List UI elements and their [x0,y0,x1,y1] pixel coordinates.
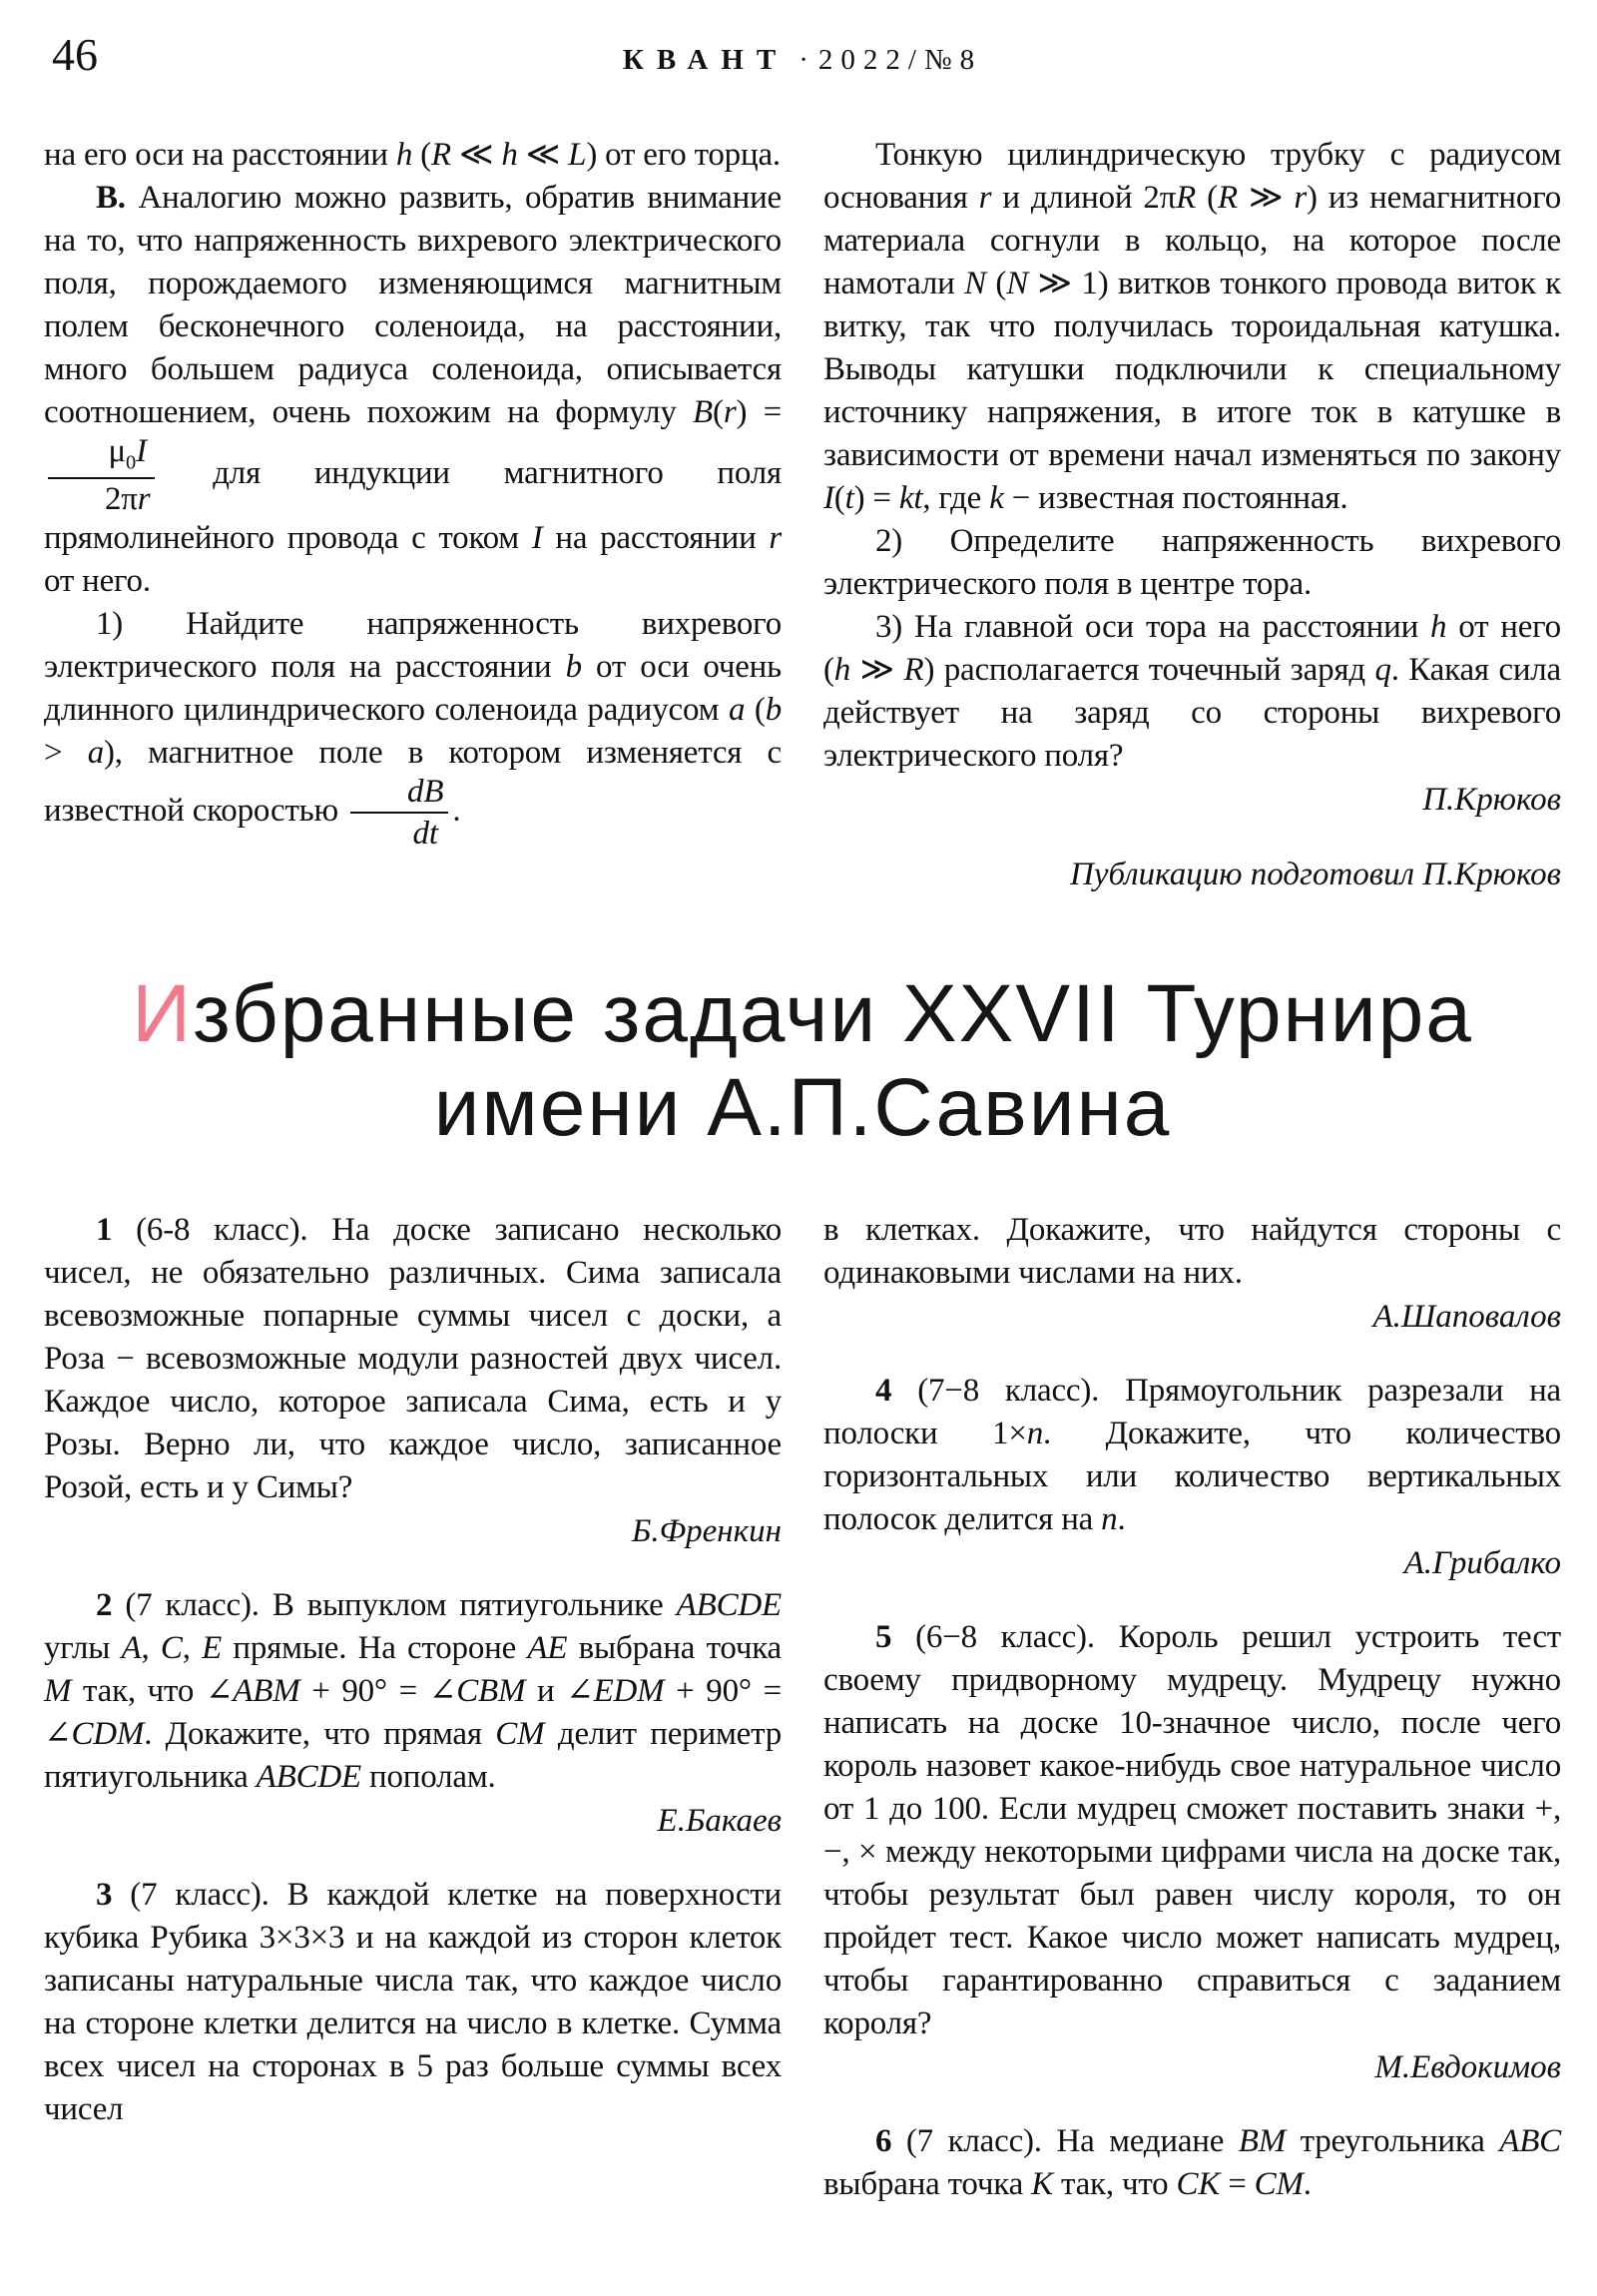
spacer [44,1554,782,1584]
spacer [823,1340,1561,1370]
inline-fraction: $\frac{\mu_0I}{2\pi r}$ [48,434,155,517]
author-signature: Е.Бакаев [657,1803,782,1839]
author-signature: А.Шаповалов [1372,1299,1561,1335]
title-line1-rest: збранные задачи XXVII Турнира [193,968,1473,1059]
spacer [44,1844,782,1874]
title-accent-letter: И [132,968,194,1059]
inline-fraction: $\frac{dB}{dt}$ [350,775,448,852]
paragraph: 2) Определите напряженность вихревого электрического поля в центре тора. [823,523,1561,602]
paragraph: 3) На главной оси тора на расстоянии h от него (h ≫ R) располагается точечный заряд q. Какая сила действует на заряд со стороны вихревого электрического поля? [823,609,1562,774]
spacer [823,1586,1561,1616]
author-signature: А.Грибалко [1403,1545,1561,1581]
physics-right-column [823,134,1561,897]
paragraph: 3 (7 класс). В каждой клетке на поверхности кубика Рубика 3×3×3 и на каждой из сторон клеток записаны натуральные числа так, что каждое число на стороне клетки делится на число в клетке. Сумма всех чисел на сторонах в 5 раз больше суммы всех чисел [44,1877,782,2127]
journal-issue: 2022/№8 [817,44,983,76]
paragraph: 1) Найдите напряженность вихревого электрического поля на расстоянии b от оси очень длинного цилиндрического соленоида радиусом a (b > a), магнитное поле в котором изменяется с известной скоростью $\frac{dB}{dt}$ . [44,605,783,853]
paragraph: 6 (7 класс). На медиане BM треугольника ABC выбрана точка K так, что CK = CM. [823,2123,1561,2202]
paragraph: в клетках. Докажите, что найдутся стороны с одинаковыми числами на них. [823,1212,1561,1291]
paragraph: 5 (6−8 класс). Король решил устроить тест своему придворному мудрецу. Мудрецу нужно написать на доске 10-значное число, после чего король назовет какое-нибудь свое натуральное число от 1 до 100. Если мудрец сможет поставить знаки +, −, × между некоторыми цифрами числа на доске так, чтобы результат был равен числу короля, то он пройдет тест. Какое число может написать мудрец, чтобы гарантированно справиться с заданием короля? [823,1619,1561,2041]
author-signature: П.Крюков [1422,782,1561,818]
masthead-separator: · [798,44,808,76]
author-signature: Б.Френкин [631,1513,782,1549]
physics-left-column [44,134,782,897]
spacer [823,823,1561,853]
article-title-line1 [44,967,1561,1061]
paragraph: Тонкую цилиндрическую трубку с радиусом основания r и длиной 2πR (R ≫ r) из немагнитного материала согнули в кольцо, на которое после намотали N (N ≫ 1) витков тонкого провода виток к витку, так что получилась тороидальная катушка. Выводы катушки подключили к специальному источнику напряжения, в итоге ток в катушке в зависимости от времени начал изменяться по закону I(t) = kt, где k − известная постоянная. [823,137,1562,516]
journal-masthead [44,28,1561,75]
article-title-line2: имени А.П.Савина [433,1062,1172,1153]
spacer [823,2090,1561,2120]
problems-right-column [823,1209,1561,2206]
page-header [44,28,1561,114]
paragraph: В. Аналогию можно развить, обратив внимание на то, что напряженность вихревого электрического поля, порождаемого изменяющимся магнитным полем бесконечного соленоида, на расстоянии, много большем радиуса соленоида, описывается соотношением, очень похожим на формулу B(r) = $\frac{\mu_0I}{2\pi r}$ для индукции магнитного поля прямолинейного провода с током I на расстоянии r от него. [44,180,783,599]
paragraph: 2 (7 класс). В выпуклом пятиугольнике ABCDE углы A, C, E прямые. На стороне AE выбрана точка M так, что ∠ABM + 90° = ∠CBM и ∠EDM + 90° = ∠CDM. Докажите, что прямая CM делит периметр пятиугольника ABCDE пополам. [44,1587,783,1795]
physics-section [44,134,1561,897]
paragraph: 4 (7−8 класс). Прямоугольник разрезали на полоски 1×n. Докажите, что количество горизонтальных или количество вертикальных полосок делится на n. [823,1373,1561,1537]
author-signature: Публикацию подготовил П.Крюков [1070,857,1561,892]
paragraph: на его оси на расстоянии h (R ≪ h ≪ L) от его торца. [44,137,781,173]
journal-name: КВАНТ [622,44,790,76]
problems-section [44,1209,1561,2206]
page-number: 46 [52,29,98,80]
problems-left-column [44,1209,782,2206]
author-signature: М.Евдокимов [1374,2049,1561,2085]
paragraph: 1 (6-8 класс). На доске записано несколько чисел, не обязательно различных. Сима записала всевозможные попарные суммы чисел с доски, а Роза − всевозможные модули разностей двух чисел. Каждое число, которое записала Сима, есть и у Розы. Верно ли, что каждое число, записанное Розой, есть и у Симы? [44,1212,782,1505]
article-title [44,967,1561,1155]
